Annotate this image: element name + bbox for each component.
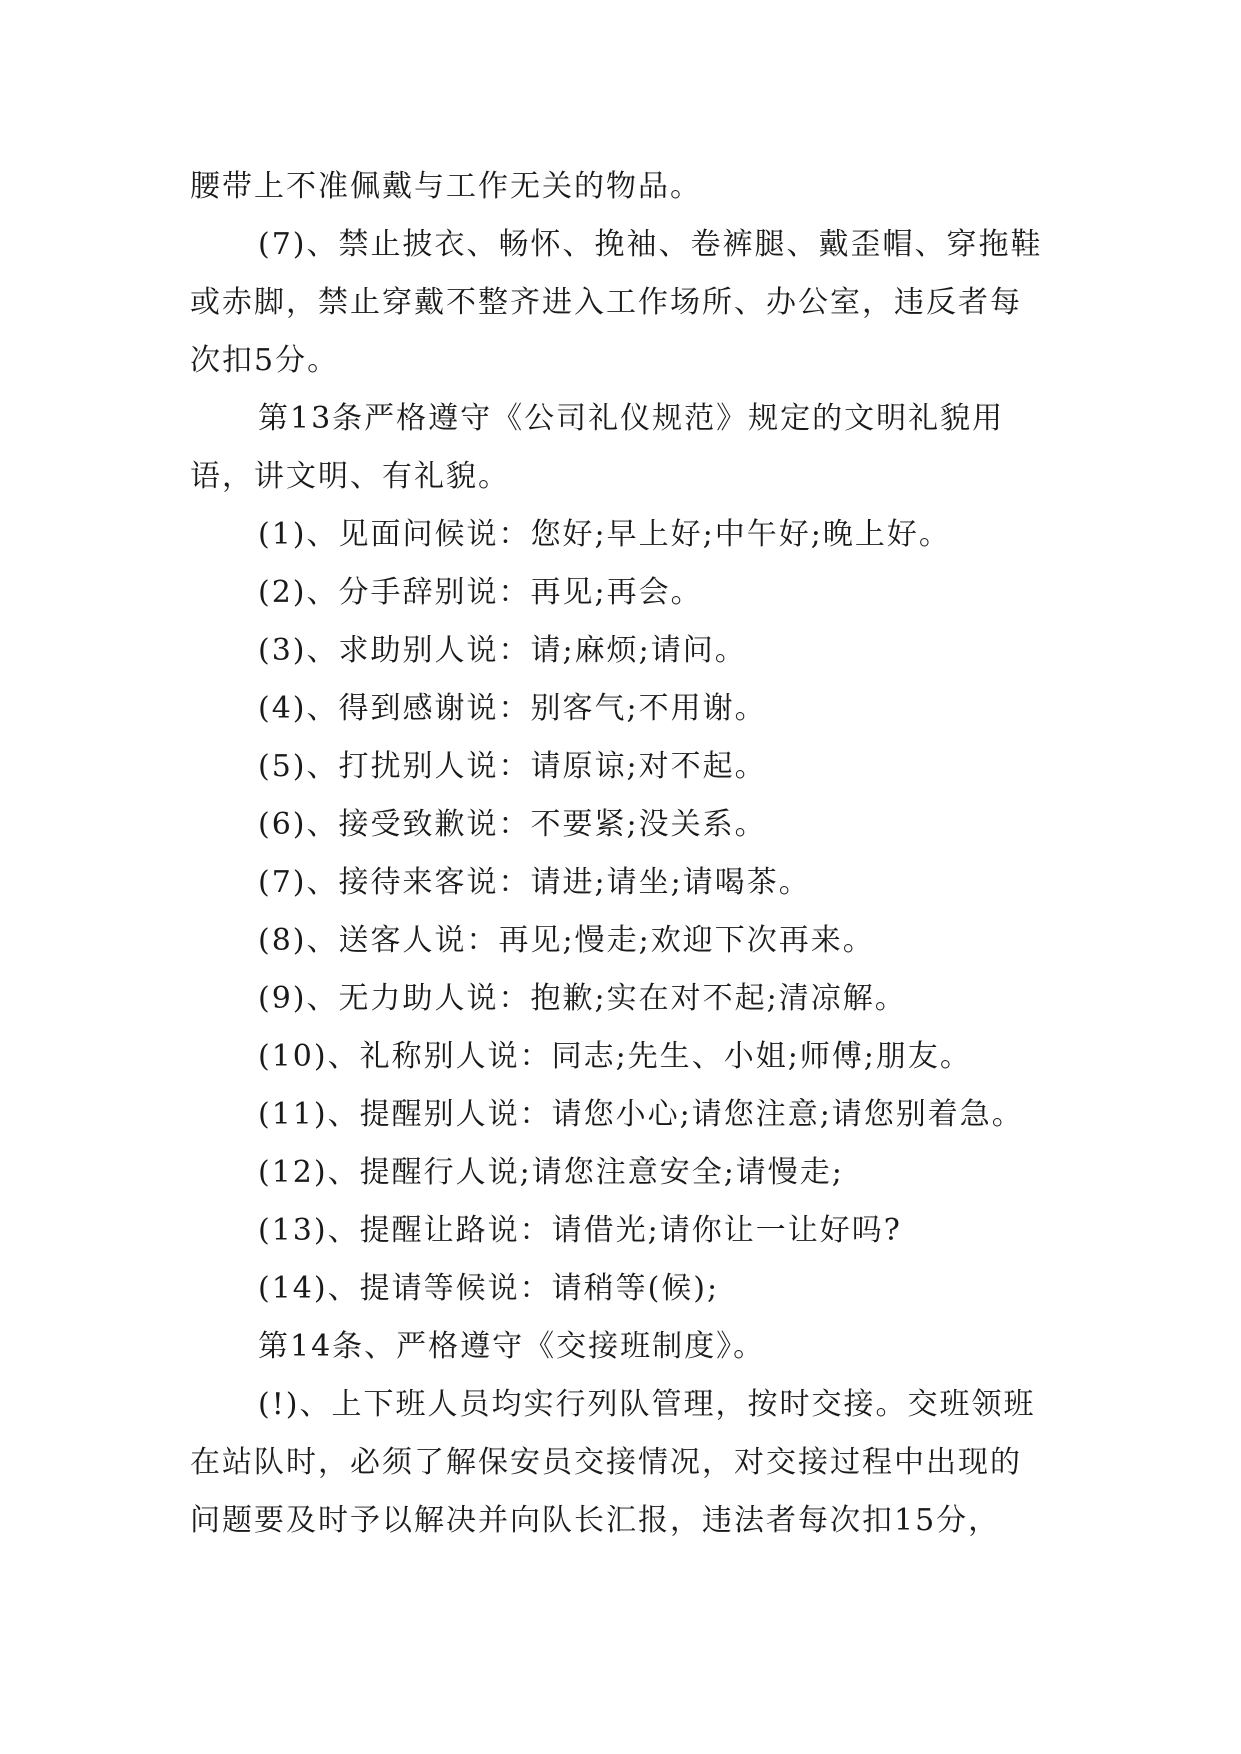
article-14-heading: 第14条、严格遵守《交接班制度》。: [258, 1329, 766, 1364]
list-item: (5)、打扰别人说：请原谅;对不起。: [258, 749, 767, 784]
paragraph: (7)、禁止披衣、畅怀、挽袖、卷裤腿、戴歪帽、穿拖鞋或赤脚，禁止穿戴不整齐进入工作场所、办公室，违反者每次扣5分。: [190, 227, 1043, 378]
list-item: (11)、提醒别人说：请您小心;请您注意;请您别着急。: [258, 1097, 1024, 1132]
list-item: (2)、分手辞别说：再见;再会。: [258, 575, 703, 610]
list-item: (9)、无力助人说：抱歉;实在对不起;清凉解。: [258, 981, 907, 1016]
list-item: (12)、提醒行人说;请您注意安全;请慢走;: [258, 1155, 844, 1190]
list-item: (14)、提请等候说：请稍等(候);: [258, 1271, 720, 1306]
list-item: (1)、见面问候说：您好;早上好;中午好;晚上好。: [258, 517, 951, 552]
list-item: (4)、得到感谢说：别客气;不用谢。: [258, 691, 767, 726]
article-13-heading: 第13条严格遵守《公司礼仪规范》规定的文明礼貌用语，讲文明、有礼貌。: [190, 401, 1005, 494]
list-item: (13)、提醒让路说：请借光;请你让一让好吗?: [258, 1213, 902, 1248]
list-item: (10)、礼称别人说：同志;先生、小姐;师傅;朋友。: [258, 1039, 972, 1074]
paragraph: (!)、上下班人员均实行列队管理，按时交接。交班领班在站队时，必须了解保安员交接情况，对交接过程中出现的问题要及时予以解决并向队长汇报，违法者每次扣15分，: [190, 1387, 1036, 1538]
list-item: (6)、接受致歉说：不要紧;没关系。: [258, 807, 767, 842]
list-item: (3)、求助别人说：请;麻烦;请问。: [258, 633, 747, 668]
document-body: [190, 158, 1050, 1550]
paragraph: 腰带上不准佩戴与工作无关的物品。: [190, 169, 702, 204]
list-item: (8)、送客人说：再见;慢走;欢迎下次再来。: [258, 923, 875, 958]
list-item: (7)、接待来客说：请进;请坐;请喝茶。: [258, 865, 811, 900]
